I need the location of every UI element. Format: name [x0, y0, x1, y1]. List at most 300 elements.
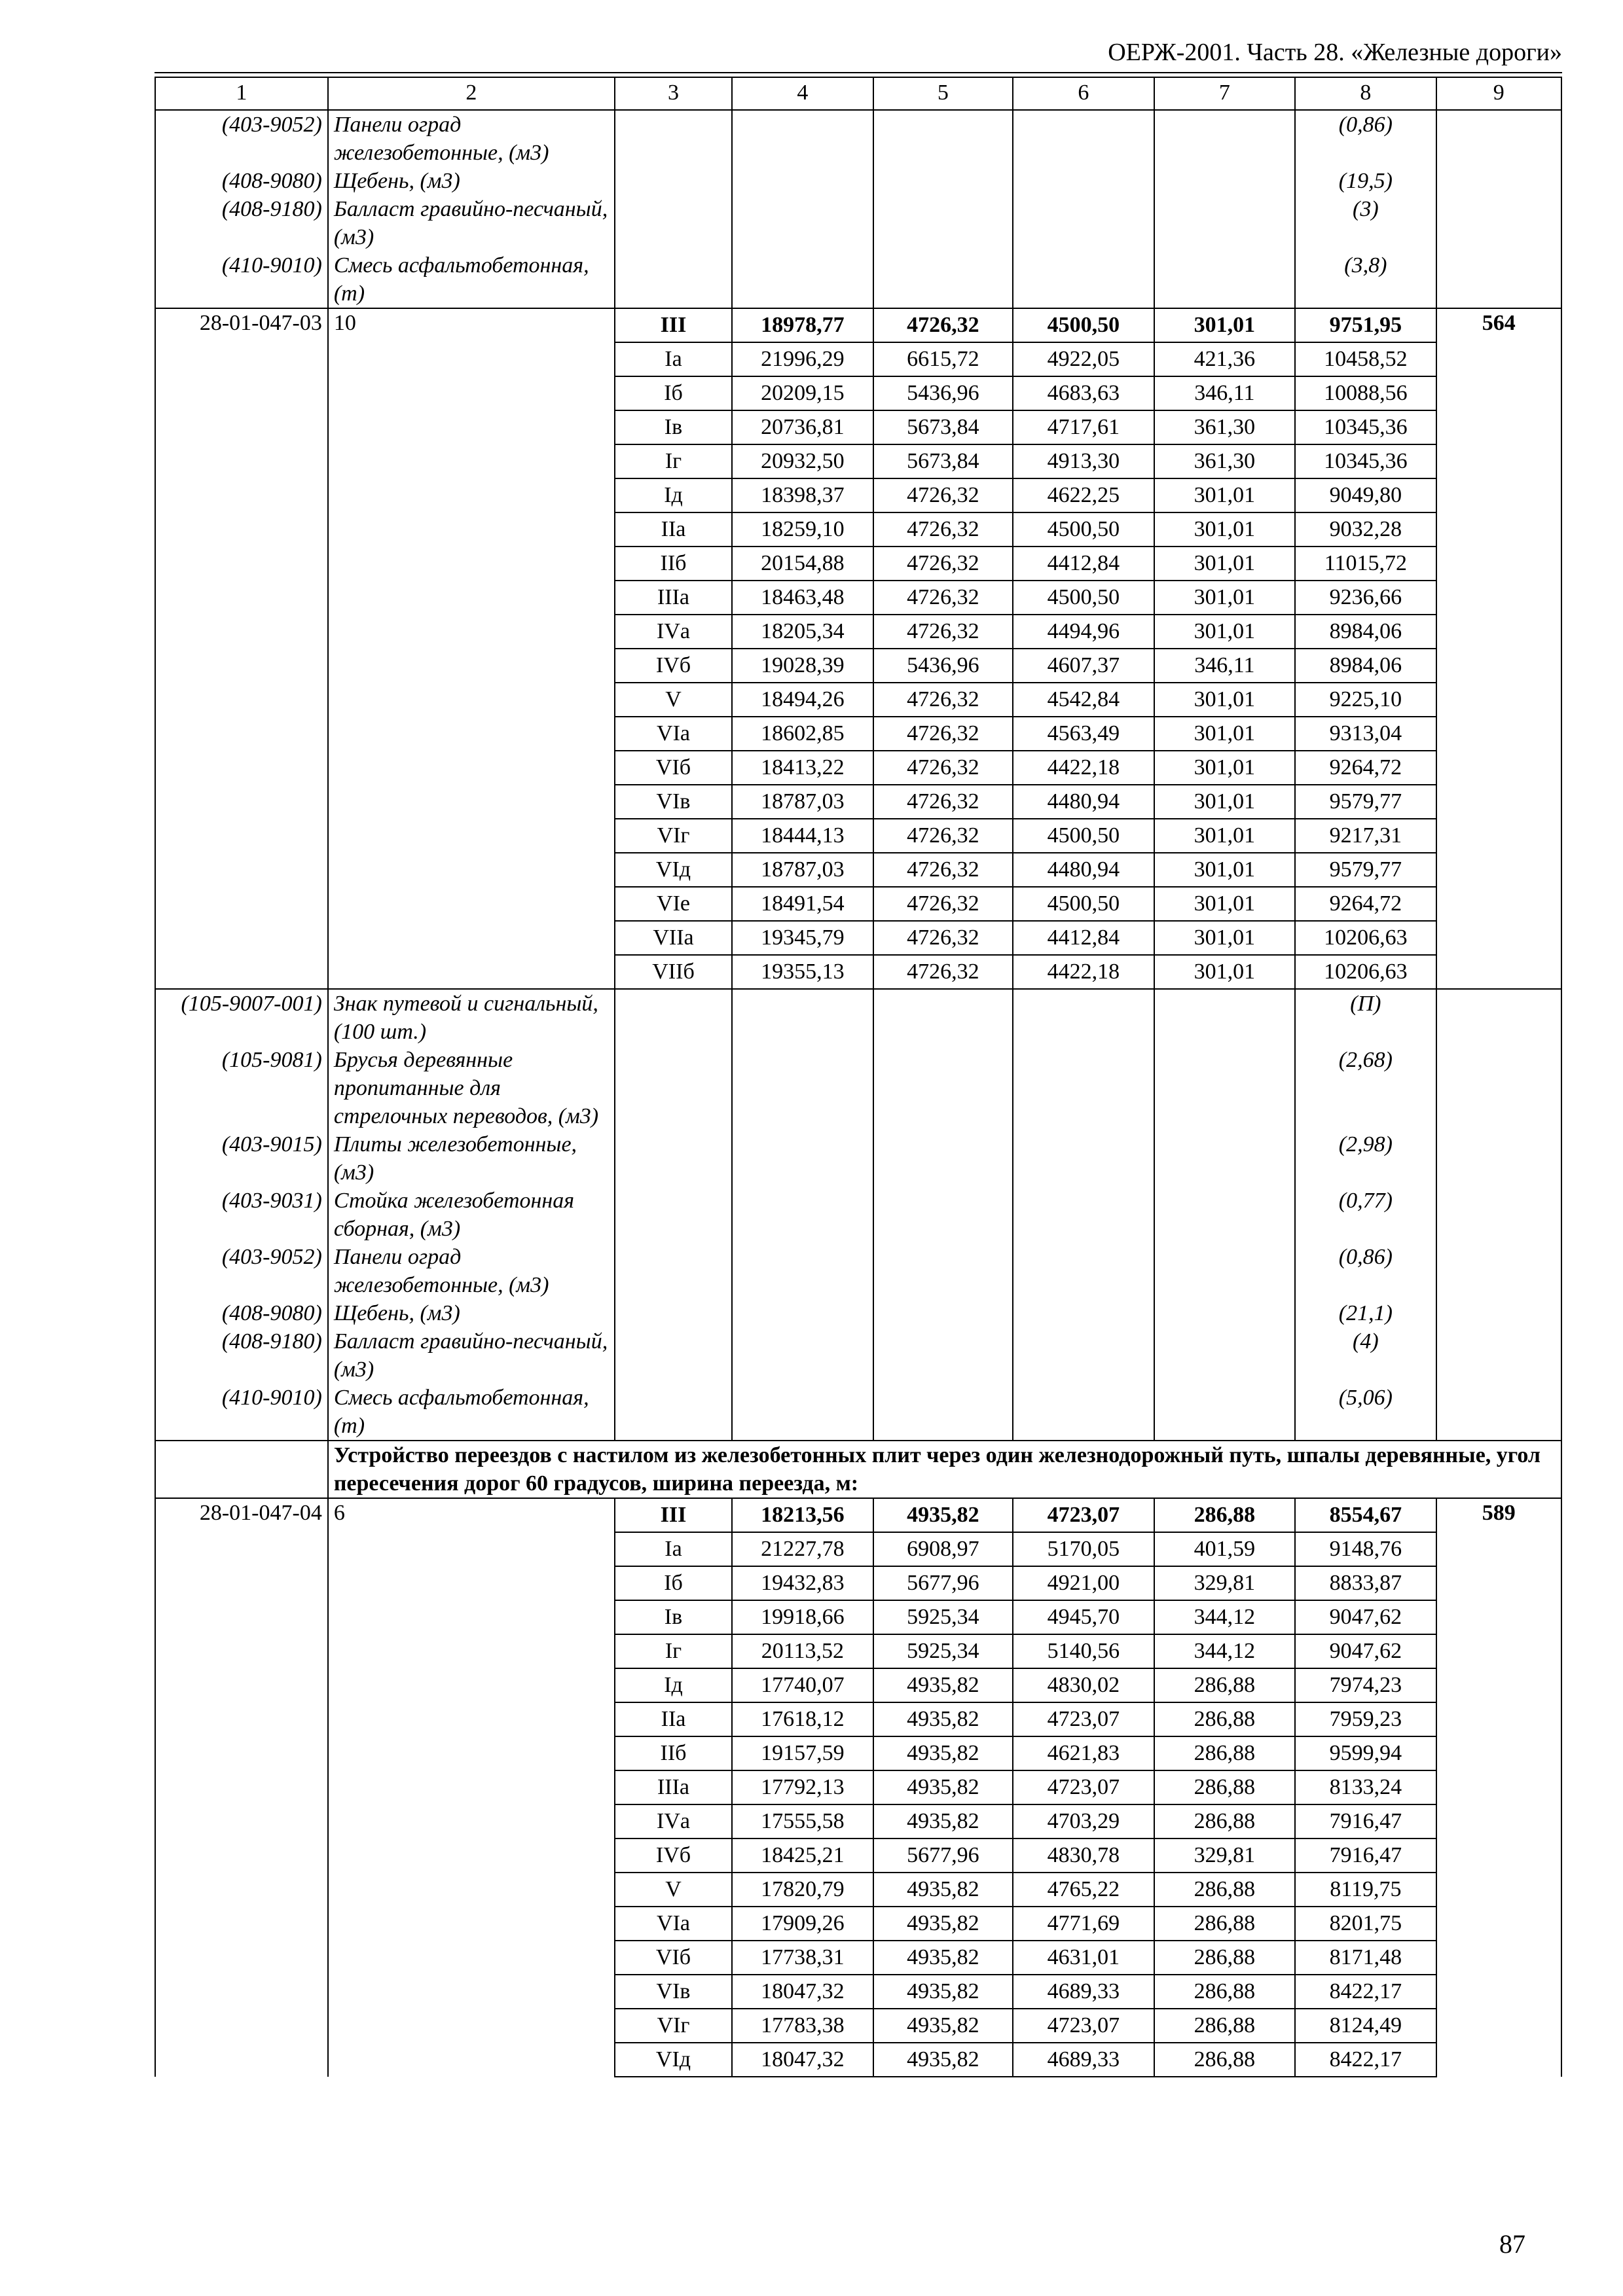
value-cell: 4726,32 [873, 512, 1013, 547]
value-cell: 8422,17 [1295, 2043, 1436, 2077]
resource-quantity: (0,86) [1295, 1243, 1436, 1299]
resource-quantity: (2,98) [1295, 1130, 1436, 1187]
value-cell: 4689,33 [1013, 2043, 1154, 2077]
value-cell: 5673,84 [873, 444, 1013, 478]
empty-cell [1013, 251, 1154, 308]
value-cell: 5436,96 [873, 376, 1013, 410]
empty-cell [1013, 1243, 1154, 1299]
value-cell: 4726,32 [873, 717, 1013, 751]
header-rule [155, 72, 1562, 73]
resource-quantity: (5,06) [1295, 1384, 1436, 1441]
empty-cell [873, 1384, 1013, 1441]
resource-quantity: (0,86) [1295, 110, 1436, 167]
value-cell: 17618,12 [732, 1702, 873, 1736]
value-cell: 4607,37 [1013, 649, 1154, 683]
value-cell: 301,01 [1154, 853, 1296, 887]
empty-cell [615, 1046, 732, 1130]
value-cell: 4683,63 [1013, 376, 1154, 410]
empty-cell [1013, 1130, 1154, 1187]
zone-cell: IVа [615, 615, 732, 649]
resource-code: (408-9080) [155, 167, 328, 195]
value-cell: 4412,84 [1013, 921, 1154, 955]
zone-cell: VIIб [615, 955, 732, 989]
price-table [155, 77, 1562, 2077]
value-cell: 361,30 [1154, 444, 1296, 478]
empty-cell [1013, 195, 1154, 251]
zone-cell: VIа [615, 717, 732, 751]
value-cell: 10206,63 [1295, 955, 1436, 989]
value-cell: 9236,66 [1295, 581, 1436, 615]
page-header: ОЕРЖ-2001. Часть 28. «Железные дороги» [1108, 39, 1562, 66]
value-cell: 4945,70 [1013, 1600, 1154, 1634]
empty-cell [873, 1046, 1013, 1130]
resource-name: Панели оград железобетонные, (м3) [328, 110, 615, 167]
value-cell: 4726,32 [873, 478, 1013, 512]
value-cell: 17740,07 [732, 1668, 873, 1702]
zone-cell: IIIа [615, 1770, 732, 1804]
value-cell: 421,36 [1154, 342, 1296, 376]
value-cell: 18047,32 [732, 1975, 873, 2009]
value-cell: 4935,82 [873, 1975, 1013, 2009]
value-cell: 7974,23 [1295, 1668, 1436, 1702]
resource-quantity: (3,8) [1295, 251, 1436, 308]
resource-row [155, 251, 1561, 308]
empty-cell [1154, 1299, 1296, 1327]
zone-cell: VIв [615, 1975, 732, 2009]
empty-cell [615, 1130, 732, 1187]
resource-row [155, 1299, 1561, 1327]
zone-cell: IIIа [615, 581, 732, 615]
value-cell: 4723,07 [1013, 2009, 1154, 2043]
resource-name: Брусья деревянные пропитанные для стрелочных переводов, (м3) [328, 1046, 615, 1130]
empty-cell [873, 195, 1013, 251]
resource-row [155, 167, 1561, 195]
value-cell: 329,81 [1154, 1839, 1296, 1873]
empty-cell [1013, 1046, 1154, 1130]
resource-code: (408-9180) [155, 1327, 328, 1384]
zone-cell: III [615, 308, 732, 342]
value-cell: 17909,26 [732, 1907, 873, 1941]
value-cell: 4723,07 [1013, 1702, 1154, 1736]
value-cell: 9313,04 [1295, 717, 1436, 751]
value-cell: 286,88 [1154, 1907, 1296, 1941]
resource-quantity: (3) [1295, 195, 1436, 251]
value-cell: 286,88 [1154, 1668, 1296, 1702]
empty-cell [732, 1046, 873, 1130]
page-reference: 564 [1436, 308, 1561, 989]
value-cell: 4935,82 [873, 1941, 1013, 1975]
value-cell: 286,88 [1154, 2043, 1296, 2077]
empty-cell [873, 1130, 1013, 1187]
column-header-row [155, 77, 1561, 110]
zone-cell: Iв [615, 410, 732, 444]
zone-cell: Iа [615, 1532, 732, 1566]
value-cell: 4542,84 [1013, 683, 1154, 717]
rate-code: 28-01-047-04 [155, 1498, 328, 2077]
zone-cell: III [615, 1498, 732, 1532]
price-row [155, 308, 1561, 342]
empty-cell [873, 1299, 1013, 1327]
empty-cell [1154, 1130, 1296, 1187]
empty-cell [1013, 110, 1154, 167]
empty-cell [615, 110, 732, 167]
value-cell: 4921,00 [1013, 1566, 1154, 1600]
value-cell: 4726,32 [873, 819, 1013, 853]
value-cell: 4726,32 [873, 683, 1013, 717]
value-cell: 301,01 [1154, 547, 1296, 581]
value-cell: 4563,49 [1013, 717, 1154, 751]
resource-row [155, 1384, 1561, 1441]
value-cell: 4500,50 [1013, 887, 1154, 921]
resource-name: Плиты железобетонные, (м3) [328, 1130, 615, 1187]
resource-name: Балласт гравийно-песчаный, (м3) [328, 195, 615, 251]
value-cell: 18213,56 [732, 1498, 873, 1532]
zone-cell: IIа [615, 512, 732, 547]
value-cell: 286,88 [1154, 1804, 1296, 1839]
value-cell: 301,01 [1154, 785, 1296, 819]
column-header: 4 [732, 77, 873, 110]
value-cell: 361,30 [1154, 410, 1296, 444]
column-header: 3 [615, 77, 732, 110]
value-cell: 18463,48 [732, 581, 873, 615]
value-cell: 4935,82 [873, 1736, 1013, 1770]
resource-row [155, 110, 1561, 167]
rate-parameter: 6 [328, 1498, 615, 2077]
value-cell: 286,88 [1154, 1770, 1296, 1804]
empty-cell [873, 1327, 1013, 1384]
value-cell: 9148,76 [1295, 1532, 1436, 1566]
resource-row [155, 1187, 1561, 1243]
empty-cell [1436, 989, 1561, 1046]
zone-cell: VIд [615, 2043, 732, 2077]
value-cell: 8201,75 [1295, 1907, 1436, 1941]
value-cell: 18787,03 [732, 853, 873, 887]
value-cell: 6908,97 [873, 1532, 1013, 1566]
empty-cell [1013, 1299, 1154, 1327]
column-header: 8 [1295, 77, 1436, 110]
value-cell: 4723,07 [1013, 1770, 1154, 1804]
resource-name: Знак путевой и сигнальный, (100 шт.) [328, 989, 615, 1046]
empty-cell [1154, 1046, 1296, 1130]
value-cell: 4726,32 [873, 615, 1013, 649]
value-cell: 4689,33 [1013, 1975, 1154, 2009]
resource-name: Смесь асфальтобетонная, (т) [328, 1384, 615, 1441]
empty-cell [615, 251, 732, 308]
value-cell: 286,88 [1154, 1702, 1296, 1736]
zone-cell: IVб [615, 649, 732, 683]
resource-row [155, 1046, 1561, 1130]
value-cell: 5677,96 [873, 1566, 1013, 1600]
value-cell: 301,01 [1154, 751, 1296, 785]
resource-name: Балласт гравийно-песчаный, (м3) [328, 1327, 615, 1384]
value-cell: 329,81 [1154, 1566, 1296, 1600]
value-cell: 8133,24 [1295, 1770, 1436, 1804]
zone-cell: VIг [615, 819, 732, 853]
empty-cell [615, 989, 732, 1046]
empty-cell [1013, 989, 1154, 1046]
resource-code: (410-9010) [155, 251, 328, 308]
resource-quantity: (2,68) [1295, 1046, 1436, 1130]
zone-cell: V [615, 1873, 732, 1907]
value-cell: 18398,37 [732, 478, 873, 512]
value-cell: 19918,66 [732, 1600, 873, 1634]
empty-cell [873, 1187, 1013, 1243]
value-cell: 18978,77 [732, 308, 873, 342]
value-cell: 18787,03 [732, 785, 873, 819]
empty-cell [615, 167, 732, 195]
empty-cell [1154, 1243, 1296, 1299]
empty-cell [1436, 251, 1561, 308]
value-cell: 19157,59 [732, 1736, 873, 1770]
zone-cell: Iд [615, 478, 732, 512]
empty-cell [873, 1243, 1013, 1299]
zone-cell: IIа [615, 1702, 732, 1736]
value-cell: 10088,56 [1295, 376, 1436, 410]
column-header: 7 [1154, 77, 1296, 110]
page-number: 87 [1499, 2229, 1525, 2259]
empty-cell [1436, 1384, 1561, 1441]
value-cell: 301,01 [1154, 512, 1296, 547]
value-cell: 7916,47 [1295, 1804, 1436, 1839]
value-cell: 9751,95 [1295, 308, 1436, 342]
empty-cell [1013, 1327, 1154, 1384]
resource-row [155, 195, 1561, 251]
value-cell: 6615,72 [873, 342, 1013, 376]
value-cell: 11015,72 [1295, 547, 1436, 581]
empty-cell [1436, 1130, 1561, 1187]
value-cell: 18444,13 [732, 819, 873, 853]
value-cell: 4765,22 [1013, 1873, 1154, 1907]
empty-cell [615, 1384, 732, 1441]
value-cell: 7916,47 [1295, 1839, 1436, 1873]
column-header: 5 [873, 77, 1013, 110]
zone-cell: Iд [615, 1668, 732, 1702]
value-cell: 20736,81 [732, 410, 873, 444]
value-cell: 4480,94 [1013, 785, 1154, 819]
empty-cell [1154, 989, 1296, 1046]
value-cell: 401,59 [1154, 1532, 1296, 1566]
resource-code: (403-9052) [155, 1243, 328, 1299]
value-cell: 10458,52 [1295, 342, 1436, 376]
value-cell: 4830,02 [1013, 1668, 1154, 1702]
value-cell: 17783,38 [732, 2009, 873, 2043]
value-cell: 19355,13 [732, 955, 873, 989]
resource-name: Щебень, (м3) [328, 1299, 615, 1327]
empty-cell [1436, 195, 1561, 251]
empty-cell [1154, 1327, 1296, 1384]
value-cell: 4726,32 [873, 581, 1013, 615]
value-cell: 4703,29 [1013, 1804, 1154, 1839]
value-cell: 17820,79 [732, 1873, 873, 1907]
value-cell: 4935,82 [873, 1873, 1013, 1907]
resource-name: Панели оград железобетонные, (м3) [328, 1243, 615, 1299]
column-header: 1 [155, 77, 328, 110]
value-cell: 346,11 [1154, 376, 1296, 410]
zone-cell: IIб [615, 547, 732, 581]
value-cell: 4622,25 [1013, 478, 1154, 512]
zone-cell: VIа [615, 1907, 732, 1941]
value-cell: 18259,10 [732, 512, 873, 547]
empty-cell [732, 110, 873, 167]
value-cell: 286,88 [1154, 1498, 1296, 1532]
value-cell: 4422,18 [1013, 955, 1154, 989]
value-cell: 346,11 [1154, 649, 1296, 683]
empty-cell [1154, 1384, 1296, 1441]
value-cell: 4830,78 [1013, 1839, 1154, 1873]
value-cell: 9217,31 [1295, 819, 1436, 853]
value-cell: 4726,32 [873, 751, 1013, 785]
resource-quantity: (21,1) [1295, 1299, 1436, 1327]
value-cell: 20932,50 [732, 444, 873, 478]
value-cell: 8833,87 [1295, 1566, 1436, 1600]
zone-cell: VIб [615, 1941, 732, 1975]
value-cell: 4500,50 [1013, 512, 1154, 547]
empty-cell [1154, 251, 1296, 308]
value-cell: 19432,83 [732, 1566, 873, 1600]
value-cell: 18494,26 [732, 683, 873, 717]
empty-cell [1436, 1046, 1561, 1130]
value-cell: 9579,77 [1295, 785, 1436, 819]
empty-cell [615, 1187, 732, 1243]
value-cell: 18425,21 [732, 1839, 873, 1873]
section-title-row [155, 1441, 1561, 1498]
resource-code: (408-9080) [155, 1299, 328, 1327]
value-cell: 4935,82 [873, 1804, 1013, 1839]
empty-cell [615, 195, 732, 251]
empty-cell [732, 1187, 873, 1243]
value-cell: 8984,06 [1295, 649, 1436, 683]
value-cell: 5140,56 [1013, 1634, 1154, 1668]
value-cell: 4726,32 [873, 308, 1013, 342]
value-cell: 9047,62 [1295, 1600, 1436, 1634]
value-cell: 9047,62 [1295, 1634, 1436, 1668]
value-cell: 5170,05 [1013, 1532, 1154, 1566]
zone-cell: Iб [615, 376, 732, 410]
zone-cell: IVа [615, 1804, 732, 1839]
value-cell: 4935,82 [873, 1907, 1013, 1941]
value-cell: 301,01 [1154, 683, 1296, 717]
empty-cell [873, 167, 1013, 195]
value-cell: 19345,79 [732, 921, 873, 955]
value-cell: 9032,28 [1295, 512, 1436, 547]
resource-code: (105-9007-001) [155, 989, 328, 1046]
value-cell: 301,01 [1154, 921, 1296, 955]
value-cell: 18047,32 [732, 2043, 873, 2077]
empty-cell [1154, 110, 1296, 167]
value-cell: 10345,36 [1295, 444, 1436, 478]
value-cell: 21996,29 [732, 342, 873, 376]
value-cell: 4935,82 [873, 1770, 1013, 1804]
value-cell: 4771,69 [1013, 1907, 1154, 1941]
price-row [155, 1498, 1561, 1532]
value-cell: 18491,54 [732, 887, 873, 921]
resource-quantity: (П) [1295, 989, 1436, 1046]
empty-cell [732, 1299, 873, 1327]
resource-row [155, 1130, 1561, 1187]
value-cell: 4726,32 [873, 955, 1013, 989]
empty-cell [1154, 195, 1296, 251]
value-cell: 4480,94 [1013, 853, 1154, 887]
zone-cell: IVб [615, 1839, 732, 1873]
empty-cell [1013, 167, 1154, 195]
empty-cell [155, 1441, 328, 1498]
value-cell: 8554,67 [1295, 1498, 1436, 1532]
resource-quantity: (0,77) [1295, 1187, 1436, 1243]
value-cell: 4723,07 [1013, 1498, 1154, 1532]
value-cell: 4726,32 [873, 921, 1013, 955]
empty-cell [732, 1327, 873, 1384]
value-cell: 7959,23 [1295, 1702, 1436, 1736]
resource-row [155, 989, 1561, 1046]
section-title: Устройство переездов с настилом из железобетонных плит через один железнодорожный путь, шпалы деревянные, угол пересечения дорог 60 градусов, ширина переезда, м: [328, 1441, 1561, 1498]
value-cell: 9264,72 [1295, 751, 1436, 785]
zone-cell: Iа [615, 342, 732, 376]
column-header: 2 [328, 77, 615, 110]
value-cell: 5925,34 [873, 1634, 1013, 1668]
value-cell: 4494,96 [1013, 615, 1154, 649]
resource-code: (105-9081) [155, 1046, 328, 1130]
empty-cell [1436, 1299, 1561, 1327]
empty-cell [615, 1327, 732, 1384]
empty-cell [1436, 1187, 1561, 1243]
zone-cell: VIг [615, 2009, 732, 2043]
resource-row [155, 1243, 1561, 1299]
value-cell: 8119,75 [1295, 1873, 1436, 1907]
resource-name: Щебень, (м3) [328, 167, 615, 195]
value-cell: 4717,61 [1013, 410, 1154, 444]
rate-parameter: 10 [328, 308, 615, 989]
resource-code: (410-9010) [155, 1384, 328, 1441]
value-cell: 301,01 [1154, 581, 1296, 615]
value-cell: 9579,77 [1295, 853, 1436, 887]
empty-cell [732, 1384, 873, 1441]
value-cell: 20209,15 [732, 376, 873, 410]
value-cell: 4422,18 [1013, 751, 1154, 785]
value-cell: 8124,49 [1295, 2009, 1436, 2043]
zone-cell: VIд [615, 853, 732, 887]
empty-cell [1013, 1384, 1154, 1441]
zone-cell: Iг [615, 444, 732, 478]
value-cell: 344,12 [1154, 1600, 1296, 1634]
zone-cell: VIIа [615, 921, 732, 955]
value-cell: 301,01 [1154, 819, 1296, 853]
value-cell: 4935,82 [873, 1498, 1013, 1532]
resource-code: (403-9015) [155, 1130, 328, 1187]
empty-cell [873, 251, 1013, 308]
value-cell: 20113,52 [732, 1634, 873, 1668]
value-cell: 286,88 [1154, 1941, 1296, 1975]
empty-cell [1436, 110, 1561, 167]
column-header: 9 [1436, 77, 1561, 110]
empty-cell [732, 1243, 873, 1299]
value-cell: 4621,83 [1013, 1736, 1154, 1770]
value-cell: 4412,84 [1013, 547, 1154, 581]
empty-cell [732, 167, 873, 195]
value-cell: 286,88 [1154, 1873, 1296, 1907]
value-cell: 301,01 [1154, 615, 1296, 649]
value-cell: 10206,63 [1295, 921, 1436, 955]
value-cell: 4726,32 [873, 887, 1013, 921]
value-cell: 9225,10 [1295, 683, 1436, 717]
value-cell: 8422,17 [1295, 1975, 1436, 2009]
empty-cell [873, 110, 1013, 167]
page-reference: 589 [1436, 1498, 1561, 2077]
value-cell: 344,12 [1154, 1634, 1296, 1668]
empty-cell [1154, 1187, 1296, 1243]
zone-cell: VIе [615, 887, 732, 921]
value-cell: 9049,80 [1295, 478, 1436, 512]
value-cell: 286,88 [1154, 1975, 1296, 2009]
